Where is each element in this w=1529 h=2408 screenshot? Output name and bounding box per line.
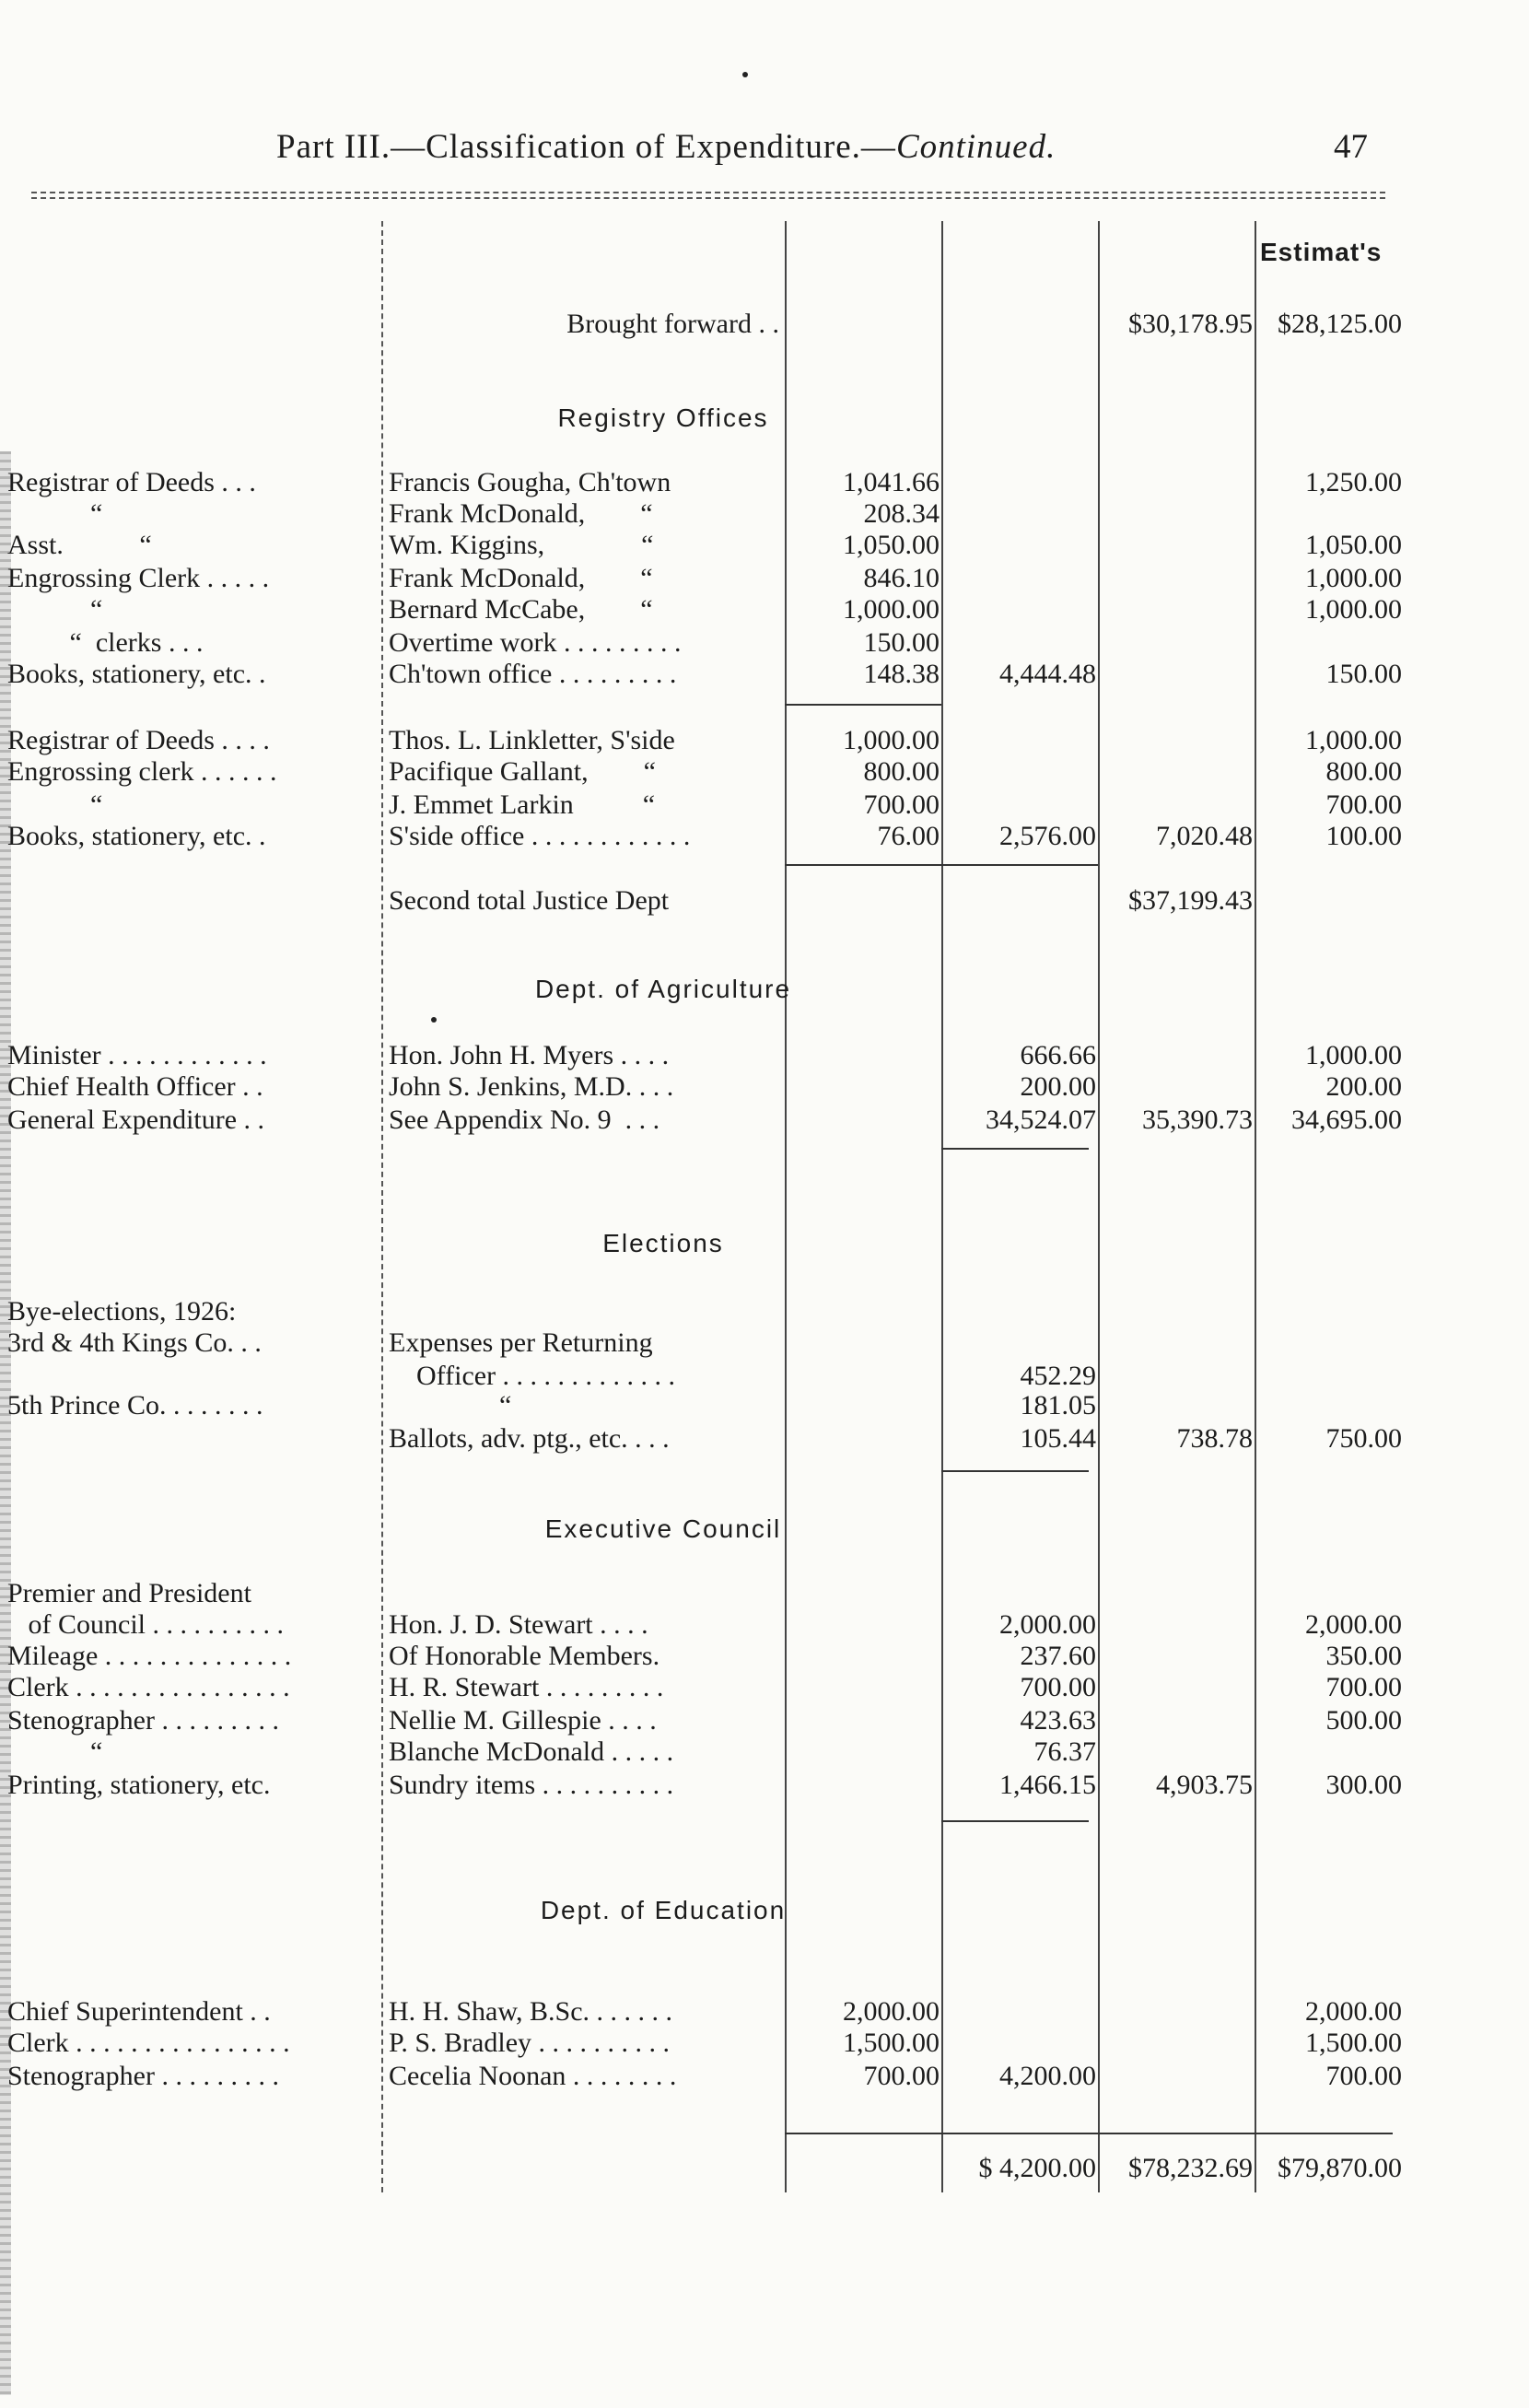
row-amount-1: 150.00 (863, 627, 940, 658)
row-estimate: 1,050.00 (1305, 530, 1402, 560)
table-row (0, 2060, 1529, 2093)
table-row (0, 884, 1529, 918)
brought-forward-label: Brought forward . . (566, 309, 779, 339)
row-amount-1: 1,000.00 (843, 594, 940, 625)
row-payee: Of Honorable Members. (389, 1641, 660, 1671)
row-category: Asst. “ (7, 530, 152, 560)
table-row (0, 1422, 1529, 1455)
row-payee: Hon. J. D. Stewart . . . . (389, 1609, 648, 1640)
speck-mark (742, 72, 748, 77)
row-amount-2: 34,524.07 (986, 1105, 1096, 1135)
row-category: “ (7, 789, 103, 820)
total-rule-1 (785, 2133, 941, 2134)
row-payee: Thos. L. Linkletter, S'side (389, 725, 675, 755)
row-category: Engrossing clerk . . . . . . (7, 756, 277, 787)
section-registry: Registry Offices (557, 403, 769, 432)
page-header (0, 127, 1529, 182)
row-amount-3: 738.78 (1176, 1423, 1253, 1454)
table-row (0, 1577, 1529, 1610)
row-amount-2: 76.37 (1033, 1736, 1096, 1767)
row-payee: Ballots, adv. ptg., etc. . . . (389, 1423, 670, 1454)
row-estimate: 350.00 (1325, 1641, 1402, 1671)
table-row (0, 658, 1529, 691)
table-row (0, 1640, 1529, 1673)
row-category: Clerk . . . . . . . . . . . . . . . . (7, 1672, 290, 1702)
row-amount-1: 846.10 (863, 563, 940, 593)
total-rule-4 (1255, 2133, 1393, 2134)
row-estimate: 1,500.00 (1305, 2028, 1402, 2058)
row-amount-2: 1,466.15 (999, 1770, 1096, 1800)
row-category: Stenographer . . . . . . . . . (7, 1705, 279, 1736)
row-payee: Francis Gougha, Ch'town (389, 467, 671, 497)
bullet-mark (431, 1017, 437, 1023)
table-row (0, 755, 1529, 789)
table-row (0, 1104, 1529, 1137)
row-estimate: 34,695.00 (1291, 1105, 1402, 1135)
row-payee: “ (389, 1390, 512, 1420)
row-amount-1: 148.38 (863, 659, 940, 689)
grand-total-row (0, 2152, 1529, 2185)
row-payee: Blanche McDonald . . . . . (389, 1736, 674, 1767)
row-category: Bye-elections, 1926: (7, 1296, 237, 1327)
row-payee: Expenses per Returning (389, 1327, 653, 1358)
row-amount-1: 1,000.00 (843, 725, 940, 755)
table-row (0, 1671, 1529, 1704)
table-row (0, 820, 1529, 853)
table-row (0, 466, 1529, 499)
row-amount-1: 800.00 (863, 756, 940, 787)
row-amount-1: 1,050.00 (843, 530, 940, 560)
table-row (0, 593, 1529, 626)
header-rule (31, 192, 1385, 193)
row-category: of Council . . . . . . . . . . (7, 1609, 284, 1640)
row-estimate: 750.00 (1325, 1423, 1402, 1454)
row-amount-3: 35,390.73 (1142, 1105, 1253, 1135)
row-amount-3: 4,903.75 (1156, 1770, 1253, 1800)
row-amount-2: 237.60 (1020, 1641, 1096, 1671)
row-estimate: 1,000.00 (1305, 563, 1402, 593)
row-category: Chief Health Officer . . (7, 1071, 263, 1102)
header-rule-2 (31, 197, 1385, 199)
row-amount-2: 4,444.48 (999, 659, 1096, 689)
row-payee: Cecelia Noonan . . . . . . . . (389, 2061, 677, 2091)
row-category: “ clerks . . . (7, 627, 204, 658)
row-estimate: 100.00 (1325, 821, 1402, 851)
row-payee: Bernard McCabe, “ (389, 594, 653, 625)
row-amount-2: 452.29 (1020, 1361, 1096, 1391)
row-payee: S'side office . . . . . . . . . . . . (389, 821, 691, 851)
total-rule-2 (941, 2133, 1098, 2134)
row-estimate: 700.00 (1325, 789, 1402, 820)
row-category: “ (7, 594, 103, 625)
row-payee: H. R. Stewart . . . . . . . . . (389, 1672, 664, 1702)
row-category: Stenographer . . . . . . . . . (7, 2061, 279, 2091)
section-elections: Elections (602, 1229, 724, 1257)
row-category: Mileage . . . . . . . . . . . . . . (7, 1641, 292, 1671)
row-category: Books, stationery, etc. . (7, 821, 266, 851)
subtotal-rule-agriculture (941, 1148, 1089, 1150)
row-category: Clerk . . . . . . . . . . . . . . . . (7, 2028, 290, 2058)
page-title (276, 127, 1056, 167)
row-estimate: 200.00 (1325, 1071, 1402, 1102)
row-amount-2: 666.66 (1020, 1040, 1096, 1070)
row-category: Chief Superintendent . . (7, 1996, 271, 2027)
grand-total-col2: $ 4,200.00 (978, 2153, 1096, 2183)
brought-forward-row (0, 308, 1529, 341)
section-executive: Executive Council (544, 1514, 782, 1543)
table-row (0, 626, 1529, 660)
row-category: Engrossing Clerk . . . . . (7, 563, 270, 593)
row-payee: J. Emmet Larkin “ (389, 789, 656, 820)
title-text: Part III.—Classification of Expenditure.— (276, 128, 896, 166)
row-estimate: 2,000.00 (1305, 1609, 1402, 1640)
row-amount-1: 208.34 (863, 498, 940, 529)
section-agriculture: Dept. of Agriculture (534, 975, 792, 1003)
table-row (0, 1704, 1529, 1737)
title-italic: Continued. (895, 128, 1056, 166)
brought-forward-col3: $30,178.95 (1128, 309, 1253, 339)
subtotal-rule-justice (785, 864, 1098, 866)
row-estimate: 700.00 (1325, 2061, 1402, 2091)
section-education: Dept. of Education (540, 1896, 787, 1924)
row-payee: See Appendix No. 9 . . . (389, 1105, 660, 1135)
row-payee: Overtime work . . . . . . . . . (389, 627, 682, 658)
row-estimate: 150.00 (1325, 659, 1402, 689)
row-amount-2: 2,576.00 (999, 821, 1096, 851)
table-row (0, 1995, 1529, 2028)
row-amount-1: 76.00 (877, 821, 940, 851)
table-row (0, 724, 1529, 757)
row-estimate: 800.00 (1325, 756, 1402, 787)
row-payee: H. H. Shaw, B.Sc. . . . . . . (389, 1996, 673, 2027)
row-estimate: 1,000.00 (1305, 594, 1402, 625)
row-payee: Ch'town office . . . . . . . . . (389, 659, 677, 689)
row-payee: John S. Jenkins, M.D. . . . (389, 1071, 674, 1102)
row-amount-2: 4,200.00 (999, 2061, 1096, 2091)
row-amount-1: 1,041.66 (843, 467, 940, 497)
table-row (0, 1389, 1529, 1422)
row-estimate: 1,000.00 (1305, 1040, 1402, 1070)
row-payee: Pacifique Gallant, “ (389, 756, 656, 787)
row-payee: P. S. Bradley . . . . . . . . . . (389, 2028, 671, 2058)
row-payee: Frank McDonald, “ (389, 563, 653, 593)
estimates-column-header: Estimat's (1260, 238, 1383, 266)
table-row (0, 1769, 1529, 1802)
row-payee: Second total Justice Dept (389, 885, 670, 916)
row-payee: Sundry items . . . . . . . . . . (389, 1770, 674, 1800)
row-payee: Frank McDonald, “ (389, 498, 653, 529)
row-category: Minister . . . . . . . . . . . . (7, 1040, 267, 1070)
row-amount-1: 700.00 (863, 789, 940, 820)
table-row (0, 1736, 1529, 1769)
row-amount-2: 105.44 (1020, 1423, 1096, 1454)
row-amount-1: 700.00 (863, 2061, 940, 2091)
row-amount-2: 200.00 (1020, 1071, 1096, 1102)
table-row (0, 1295, 1529, 1328)
row-category: General Expenditure . . (7, 1105, 265, 1135)
row-estimate: 2,000.00 (1305, 1996, 1402, 2027)
row-estimate: 500.00 (1325, 1705, 1402, 1736)
table-row (0, 789, 1529, 822)
page-number: 47 (1334, 128, 1368, 166)
subtotal-rule-executive (941, 1820, 1089, 1822)
row-category: 3rd & 4th Kings Co. . . (7, 1327, 262, 1358)
table-row (0, 1360, 1529, 1393)
row-amount-2: 181.05 (1020, 1390, 1096, 1420)
row-payee: Officer . . . . . . . . . . . . . (389, 1361, 676, 1391)
row-amount-2: 2,000.00 (999, 1609, 1096, 1640)
row-category: Registrar of Deeds . . . . (7, 725, 270, 755)
row-estimate: 1,250.00 (1305, 467, 1402, 497)
row-category: Registrar of Deeds . . . (7, 467, 256, 497)
row-category: Printing, stationery, etc. (7, 1770, 271, 1800)
row-category: 5th Prince Co. . . . . . . . (7, 1390, 263, 1420)
total-rule-3 (1098, 2133, 1255, 2134)
row-amount-2: 423.63 (1020, 1705, 1096, 1736)
row-amount-1: 2,000.00 (843, 1996, 940, 2027)
table-row (0, 562, 1529, 595)
row-category: Books, stationery, etc. . (7, 659, 266, 689)
row-payee: Nellie M. Gillespie . . . . (389, 1705, 657, 1736)
table-row (0, 1608, 1529, 1642)
row-amount-3: $37,199.43 (1128, 885, 1253, 916)
row-estimate: 300.00 (1325, 1770, 1402, 1800)
table-row (0, 497, 1529, 531)
grand-total-col3: $78,232.69 (1128, 2153, 1253, 2183)
row-payee: Hon. John H. Myers . . . . (389, 1040, 670, 1070)
row-category: “ (7, 1736, 103, 1767)
table-row (0, 1327, 1529, 1360)
table-row (0, 1070, 1529, 1104)
row-estimate: 700.00 (1325, 1672, 1402, 1702)
row-estimate: 1,000.00 (1305, 725, 1402, 755)
row-category: “ (7, 498, 103, 529)
row-amount-2: 700.00 (1020, 1672, 1096, 1702)
row-amount-3: 7,020.48 (1156, 821, 1253, 851)
subtotal-rule-elections (941, 1470, 1089, 1472)
table-row (0, 529, 1529, 562)
row-amount-1: 1,500.00 (843, 2028, 940, 2058)
subtotal-rule-registry (785, 704, 941, 706)
table-row (0, 1039, 1529, 1072)
brought-forward-col4: $28,125.00 (1278, 309, 1402, 339)
grand-total-col4: $79,870.00 (1278, 2153, 1402, 2183)
row-category: Premier and President (7, 1578, 251, 1608)
table-row (0, 2027, 1529, 2060)
row-payee: Wm. Kiggins, “ (389, 530, 654, 560)
